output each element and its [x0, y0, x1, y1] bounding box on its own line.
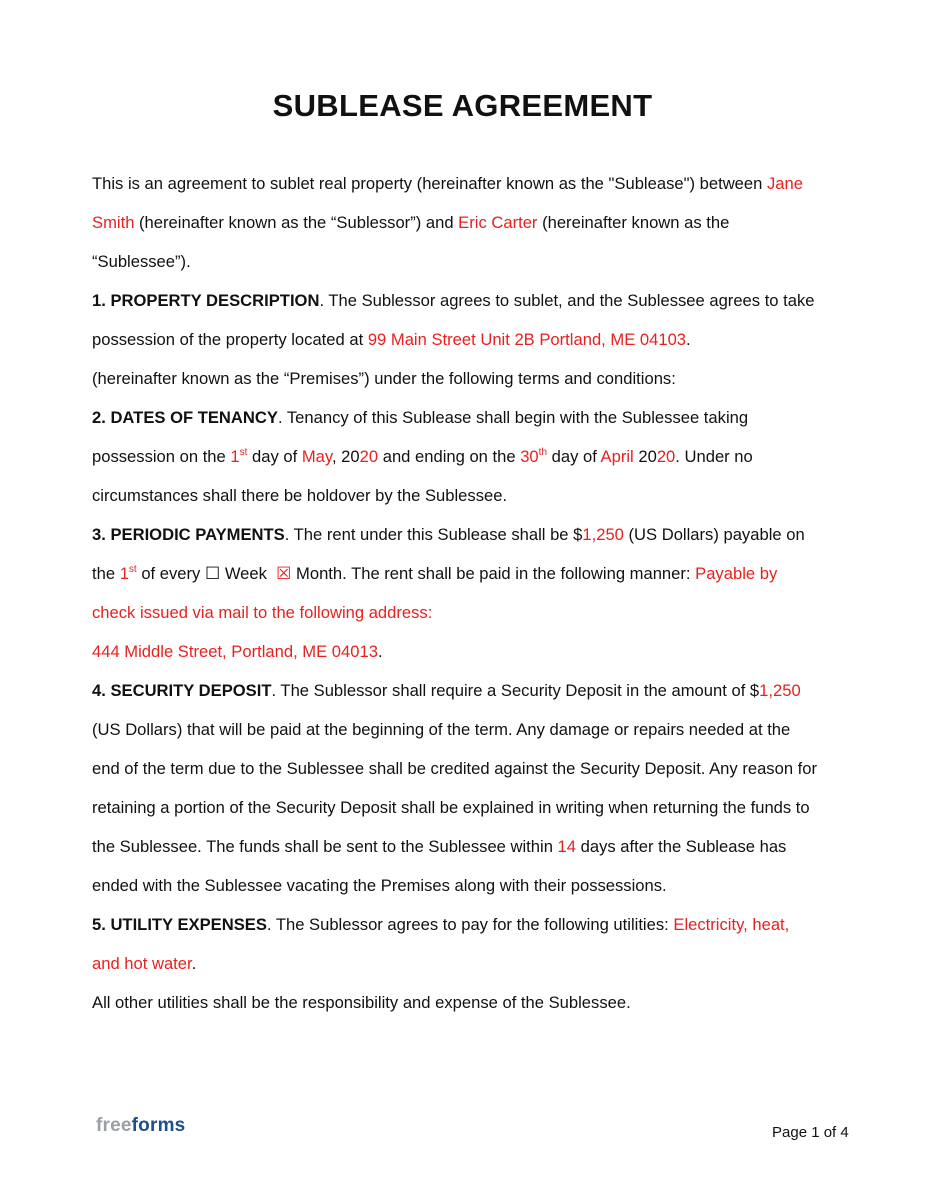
section-text: and ending on the	[378, 447, 521, 466]
deposit-amount: 1,250	[759, 681, 801, 700]
payment-address: 444 Middle Street, Portland, ME 04013	[92, 642, 378, 661]
section-text: .	[191, 954, 197, 973]
payment-manner: check issued via mail to the following address:	[92, 603, 433, 622]
end-month: April	[600, 447, 634, 466]
section-text: . The Sublessor agrees to sublet, and the Sublessee agrees to take	[319, 291, 815, 310]
document-title: SUBLEASE AGREEMENT	[272, 88, 653, 123]
logo-forms-text: forms	[131, 1115, 186, 1136]
section-text: circumstances shall there be holdover by the Sublessee.	[92, 486, 508, 505]
section-heading: 1. PROPERTY DESCRIPTION	[92, 291, 320, 310]
section-utility-expenses	[92, 905, 837, 1022]
section-text: . Tenancy of this Sublease shall begin with the Sublessee taking	[277, 408, 749, 427]
intro-text: (hereinafter known as the “Sublessor”) and	[134, 213, 459, 232]
section-heading: 4. SECURITY DEPOSIT	[92, 681, 272, 700]
section-text: , 20	[331, 447, 360, 466]
section-text: (US Dollars) payable on	[623, 525, 805, 544]
property-address: 99 Main Street Unit 2B Portland, ME 04103	[367, 330, 687, 349]
section-periodic-payments	[92, 515, 837, 671]
section-text: retaining a portion of the Security Deposit shall be explained in writing when returning the funds to	[92, 798, 810, 817]
section-security-deposit	[92, 671, 837, 905]
section-dates-of-tenancy	[92, 398, 837, 515]
start-month: May	[301, 447, 332, 466]
sublessor-last-name: Smith	[92, 213, 135, 232]
intro-paragraph	[92, 164, 837, 281]
end-day: 30th	[520, 447, 548, 466]
section-text: .	[686, 330, 691, 349]
end-year: 20	[656, 447, 676, 466]
section-text: the	[92, 564, 120, 583]
payment-day: 1st	[119, 564, 137, 583]
freeforms-logo	[96, 1115, 185, 1137]
intro-text: This is an agreement to sublet real property (hereinafter known as the "Sublease") between	[92, 174, 767, 193]
return-days: 14	[557, 837, 577, 856]
section-text: day of	[247, 447, 302, 466]
utilities-list: Electricity, heat,	[673, 915, 790, 934]
section-text: possession on the	[92, 447, 231, 466]
section-text: (US Dollars) that will be paid at the beginning of the term. Any damage or repairs needed at the	[92, 720, 791, 739]
start-day: 1st	[230, 447, 248, 466]
section-text: possession of the property located at	[92, 330, 368, 349]
section-text: . Under no	[675, 447, 753, 466]
month-checkbox[interactable]: ☒	[276, 564, 292, 583]
section-text: the Sublessee. The funds shall be sent to the Sublessee within	[92, 837, 558, 856]
month-label: Month	[291, 564, 343, 583]
sublessee-name: Eric Carter	[458, 213, 538, 232]
section-text: . The Sublessor agrees to pay for the following utilities:	[266, 915, 674, 934]
sublessor-first-name: Jane	[766, 174, 803, 193]
intro-text: “Sublessee”).	[92, 252, 191, 271]
document-body	[92, 164, 837, 1022]
section-text: (hereinafter known as the “Premises”) under the following terms and conditions:	[92, 369, 676, 388]
section-heading: 3. PERIODIC PAYMENTS	[92, 525, 285, 544]
section-text: end of the term due to the Sublessee shall be credited against the Security Deposit. Any reason for	[92, 759, 818, 778]
section-text: . The Sublessor shall require a Security Deposit in the amount of $	[271, 681, 760, 700]
week-label: Week	[220, 564, 272, 583]
start-year: 20	[359, 447, 379, 466]
payment-manner: Payable by	[695, 564, 778, 583]
section-property-description	[92, 281, 837, 398]
utilities-list: and hot water	[92, 954, 192, 973]
section-text: 20	[633, 447, 657, 466]
section-text: . The rent shall be paid in the following manner:	[342, 564, 696, 583]
page-number: Page 1 of 4	[772, 1124, 849, 1141]
intro-text: (hereinafter known as the	[537, 213, 730, 232]
section-text: . The rent under this Sublease shall be $	[284, 525, 583, 544]
section-text: All other utilities shall be the responsibility and expense of the Sublessee.	[92, 993, 631, 1012]
logo-free-text: free	[96, 1115, 132, 1136]
section-heading: 5. UTILITY EXPENSES	[92, 915, 267, 934]
section-text: of every	[136, 564, 205, 583]
section-text: days after the Sublease has	[576, 837, 787, 856]
rent-amount: 1,250	[582, 525, 624, 544]
week-checkbox[interactable]: ☐	[204, 564, 221, 583]
section-text: ended with the Sublessee vacating the Premises along with their possessions.	[92, 876, 667, 895]
section-heading: 2. DATES OF TENANCY	[92, 408, 278, 427]
section-text: .	[377, 642, 383, 661]
section-text: day of	[547, 447, 601, 466]
